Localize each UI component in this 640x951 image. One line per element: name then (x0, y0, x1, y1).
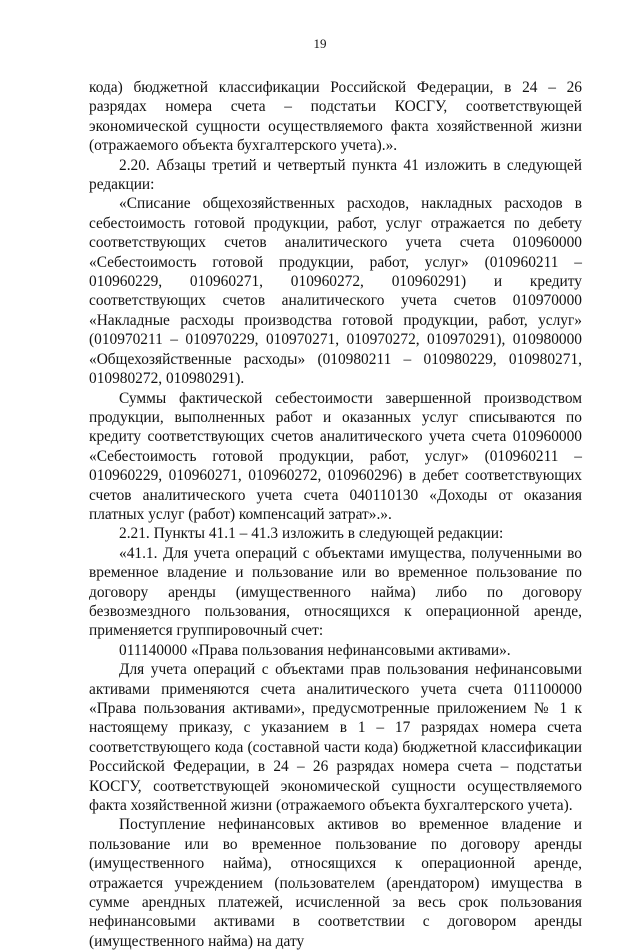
paragraph-actual-cost: Суммы фактической себестоимости завершенной производством продукции, выполненных работ и оказанных услуг списываются по кредиту соответствующих счетов аналитического учета счета 010960000 «Себестоимость готовой продукции, работ, услуг» (010960211 – 010960229, 010960271, 010960272, 010960296) в дебет соответствующих счетов аналитического учета счета 040110130 «Доходы от оказания платных услуг (работ) компенсаций затрат».». (89, 389, 582, 523)
paragraph-writeoff-overheads: «Списание общехозяйственных расходов, накладных расходов в себестоимость готовой продукции, работ, услуг отражается по дебету соответствующих счетов аналитического учета счета 010960000 «Себестоимость готовой продукции, работ, услуг» (010960211 – 010960229, 010960271, 010960272, 010960291) и кредиту соответствующих счетов аналитического учета счетов 010970000 «Накладные расходы производства готовой продукции, работ, услуг» (010970211 – 010970229, 010970271, 010970272, 010970291), 010980000 «Общехозяйственные расходы» (010980211 – 010980229, 010980271, 010980272, 010980291). (89, 195, 582, 388)
paragraph-item-2-21: 2.21. Пункты 41.1 – 41.3 изложить в следующей редакции: (119, 525, 504, 543)
paragraph-continuation: кода) бюджетной классификации Российской Федерации, в 24 – 26 разрядах номера счета – подстатьи КОСГУ, соответствующей экономической сущности осуществляемого факта хозяйственной жизни (отражаемого объекта бухгалтерского учета).». (89, 79, 582, 155)
paragraph-account-011140000: 011140000 «Права пользования нефинансовыми активами». (119, 641, 511, 659)
paragraph-item-2-20: 2.20. Абзацы третий и четвертый пункта 41 изложить в следующей редакции: (89, 156, 582, 194)
paragraph-item-41-1: «41.1. Для учета операций с объектами имущества, полученными во временное владение и пользование или во временное пользование по договору аренды (имущественного найма) либо по договору безвозмездного пользования, относящихся к операционной аренде, применяется группировочный счет: (89, 544, 582, 640)
document-body (89, 78, 582, 951)
paragraph-receipt-assets: Поступление нефинансовых активов во временное владение и пользование или во временное пользование по договору аренды (имущественного найма), относящихся к операционной аренде, отражается учреждением (пользователем (арендатором) имущества в сумме арендных платежей, исчисленной за весь срок пользования нефинансовыми активами в соответствии с договором аренды (имущественного найма) на дату (89, 816, 582, 950)
page-number: 19 (313, 36, 327, 51)
paragraph-analytic-accounts: Для учета операций с объектами прав пользования нефинансовыми активами применяются счета аналитического учета счета 011100000 «Права пользования активами», предусмотренные приложением № 1 к настоящему приказу, с указанием в 1 – 17 разрядах номера счета соответствующего кода (составной части кода) бюджетной классификации Российской Федерации, в 24 – 26 разрядах номера счета – подстатьи КОСГУ, соответствующей экономической сущности осуществляемого факта хозяйственной жизни (отражаемого объекта бухгалтерского учета). (89, 661, 582, 815)
